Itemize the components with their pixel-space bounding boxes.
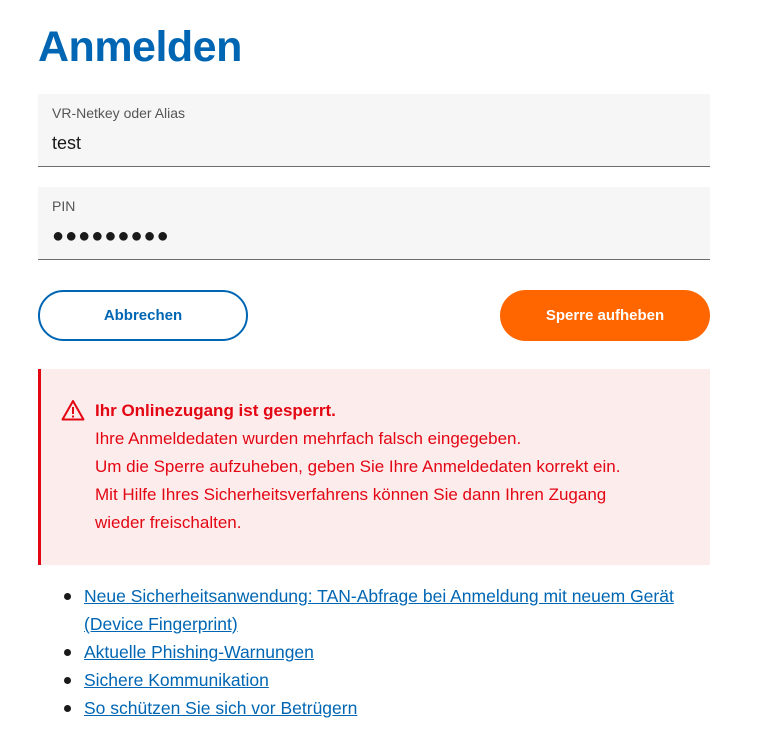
username-field[interactable] [38, 94, 710, 167]
security-links-list [38, 582, 714, 722]
warning-triangle-icon [61, 399, 85, 421]
alert-line: Ihre Anmeldedaten wurden mehrfach falsch eingegeben. [95, 429, 522, 448]
list-item [84, 666, 714, 694]
page-title: Anmelden [38, 23, 242, 71]
pin-label: PIN [52, 198, 76, 214]
unlock-button[interactable]: Sperre aufheben [500, 290, 710, 341]
link-fraud-protection[interactable]: So schützen Sie sich vor Betrügern [84, 698, 358, 718]
list-item [84, 694, 714, 722]
link-device-fingerprint[interactable]: Neue Sicherheitsanwendung: TAN-Abfrage bei Anmeldung mit neuem Gerät (Device Fingerprint) [84, 586, 674, 634]
username-input[interactable] [52, 130, 692, 156]
alert-line: Mit Hilfe Ihres Sicherheitsverfahrens können Sie dann Ihren Zugang [95, 485, 607, 504]
alert-line: wieder freischalten. [95, 513, 242, 532]
alert-line: Um die Sperre aufzuheben, geben Sie Ihre Anmeldedaten korrekt ein. [95, 457, 621, 476]
link-secure-communication[interactable]: Sichere Kommunikation [84, 670, 269, 690]
pin-field[interactable] [38, 187, 710, 260]
list-item [84, 638, 714, 666]
pin-input[interactable] [52, 223, 692, 249]
alert-message [95, 397, 695, 537]
alert-title: Ihr Onlinezugang ist gesperrt. [95, 401, 336, 420]
username-label: VR-Netkey oder Alias [52, 105, 186, 121]
account-locked-alert [38, 369, 710, 565]
cancel-button[interactable]: Abbrechen [38, 290, 248, 341]
list-item [84, 582, 714, 638]
link-phishing-warnings[interactable]: Aktuelle Phishing-Warnungen [84, 642, 314, 662]
